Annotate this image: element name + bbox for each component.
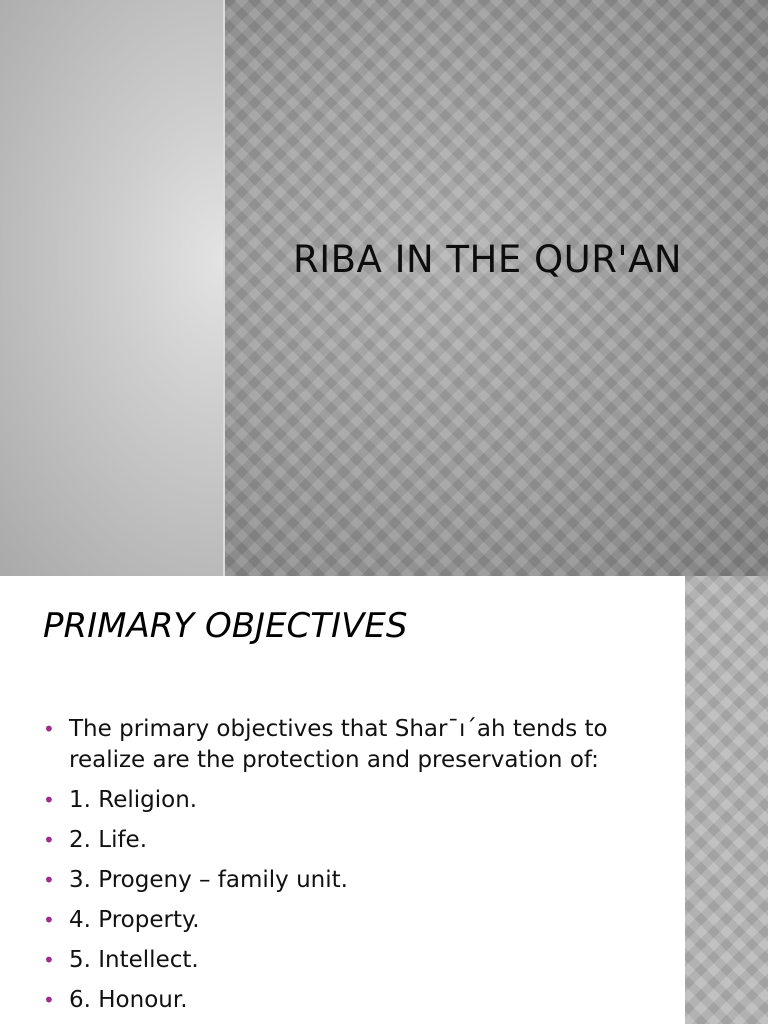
bullet-text: 3. Progeny – family unit. (69, 867, 348, 893)
slide-heading: PRIMARY OBJECTIVES (43, 606, 408, 646)
slide-title: RIBA IN THE QUR'AN (293, 238, 683, 281)
bullet-item (43, 905, 673, 936)
bullet-text: 4. Property. (69, 907, 200, 933)
bullet-item (43, 825, 673, 856)
content-slide (0, 576, 768, 1024)
bullet-text: The primary objectives that Shar¯ı´ah tends to realize are the protection and preservation of: (69, 716, 608, 773)
bullet-dot-icon: • (43, 988, 55, 1012)
bullet-dot-icon: • (43, 828, 55, 852)
title-slide-left-panel (0, 0, 223, 576)
bullet-dot-icon: • (43, 948, 55, 972)
bullet-list (43, 714, 673, 1024)
bullet-item (43, 785, 673, 816)
bullet-dot-icon: • (43, 868, 55, 892)
title-slide-patterned-panel (225, 0, 768, 576)
bullet-item (43, 714, 673, 776)
bullet-item (43, 865, 673, 896)
content-slide-patterned-strip (685, 576, 768, 1024)
bullet-text: 2. Life. (69, 827, 148, 853)
bullet-item (43, 985, 673, 1016)
bullet-dot-icon: • (43, 908, 55, 932)
bullet-dot-icon: • (43, 717, 55, 741)
bullet-text: 5. Intellect. (69, 947, 199, 973)
bullet-text: 6. Honour. (69, 987, 188, 1013)
bullet-item (43, 945, 673, 976)
bullet-dot-icon: • (43, 788, 55, 812)
bullet-text: 1. Religion. (69, 787, 198, 813)
